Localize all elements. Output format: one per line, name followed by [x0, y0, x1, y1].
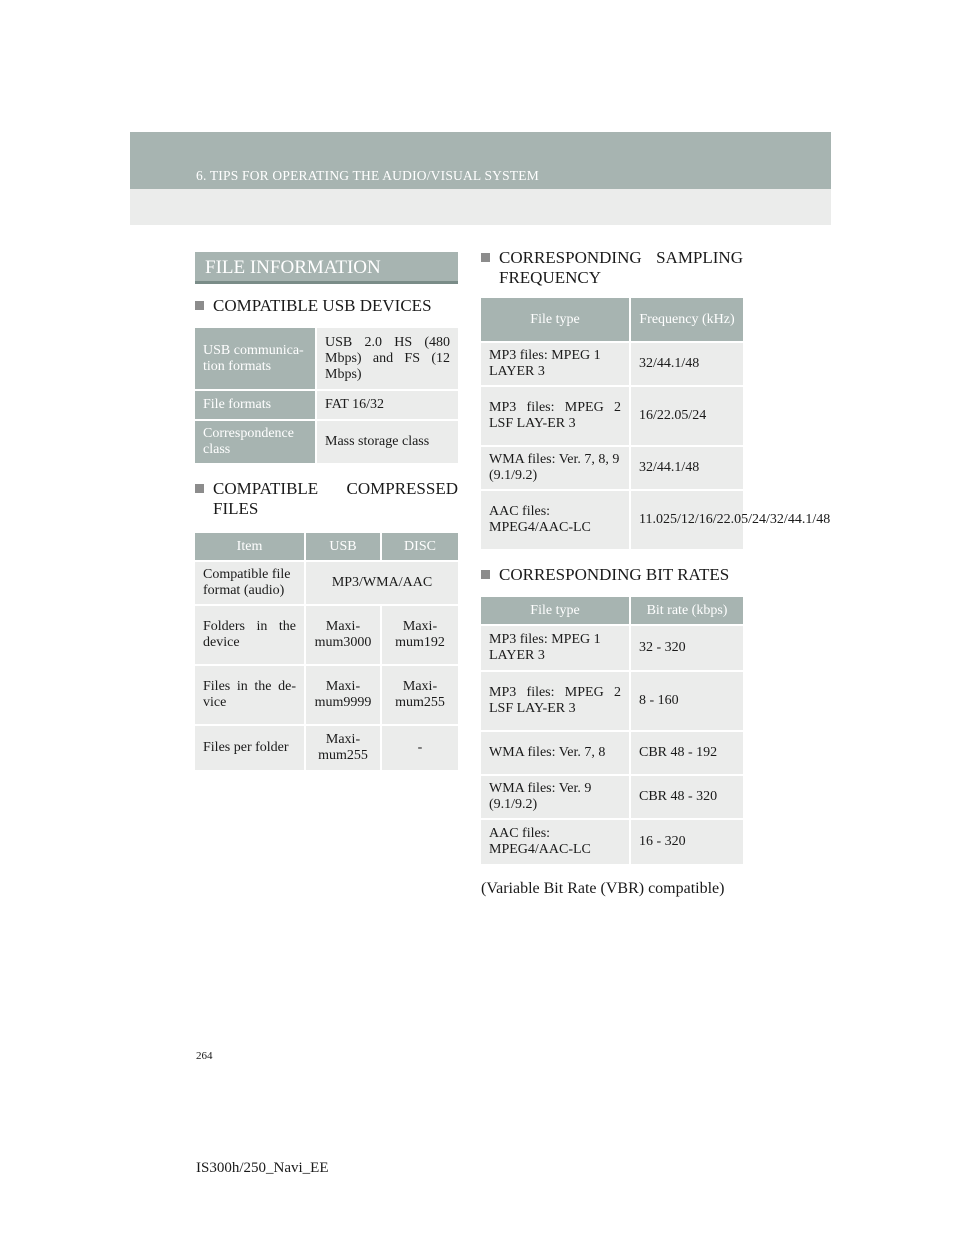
table-header-row: [195, 533, 458, 561]
column-header: Item: [195, 533, 305, 561]
cell-usb: Maxi-mum255: [305, 725, 381, 771]
table-row: [481, 490, 743, 550]
sampling-table: [481, 298, 831, 551]
cell-file-type: MP3 files: MPEG 1 LAYER 3: [481, 342, 630, 386]
table-row: [481, 342, 743, 386]
row-label: File formats: [195, 390, 316, 420]
cell-disc: Maxi-mum255: [381, 665, 458, 725]
table-row: [195, 725, 458, 771]
table-row: [195, 328, 458, 390]
page-number: 264: [196, 1050, 213, 1062]
table-row: [481, 731, 743, 775]
cell-bitrate: CBR 48 - 192: [630, 731, 743, 775]
table-row: [481, 671, 743, 731]
table-row: [481, 625, 743, 671]
bullet-square-icon: [481, 570, 490, 579]
row-label: Correspondence class: [195, 420, 316, 464]
cell-bitrate: 8 - 160: [630, 671, 743, 731]
table-row: [195, 420, 458, 464]
cell-frequency: 32/44.1/48: [630, 446, 743, 490]
cell-usb: Maxi-mum9999: [305, 665, 381, 725]
cell-item: Folders in the device: [195, 605, 305, 665]
table-row: [195, 605, 458, 665]
bullet-square-icon: [481, 253, 490, 262]
left-column: [195, 252, 458, 772]
cell-file-type: MP3 files: MPEG 1 LAYER 3: [481, 625, 630, 671]
table-row: [481, 386, 743, 446]
cell-usb: MP3/WMA/AAC: [305, 561, 458, 605]
bullet-square-icon: [195, 484, 204, 493]
cell-item: Compatible file format (audio): [195, 561, 305, 605]
usb-devices-table: [195, 328, 458, 465]
row-value: FAT 16/32: [316, 390, 458, 420]
bitrates-table: [481, 597, 743, 866]
cell-disc: -: [381, 725, 458, 771]
cell-file-type: AAC files: MPEG4/AAC-LC: [481, 490, 630, 550]
table-header-row: [481, 298, 743, 342]
cell-file-type: WMA files: Ver. 7, 8: [481, 731, 630, 775]
compressed-files-table: [195, 533, 458, 772]
cell-disc: Maxi-mum192: [381, 605, 458, 665]
column-header: DISC: [381, 533, 458, 561]
cell-item: Files per folder: [195, 725, 305, 771]
chapter-title: 6. TIPS FOR OPERATING THE AUDIO/VISUAL SYSTEM: [196, 168, 539, 183]
bullet-square-icon: [195, 301, 204, 310]
cell-file-type: MP3 files: MPEG 2 LSF LAY-ER 3: [481, 671, 630, 731]
cell-item: Files in the de-vice: [195, 665, 305, 725]
usb-devices-heading: COMPATIBLE USB DEVICES: [195, 296, 458, 316]
compressed-files-heading: COMPATIBLE COMPRESSED FILES: [195, 479, 458, 519]
cell-file-type: AAC files: MPEG4/AAC-LC: [481, 819, 630, 865]
row-label: USB communica-tion formats: [195, 328, 316, 390]
table-row: [481, 775, 743, 819]
table-row: [195, 665, 458, 725]
bitrates-heading: CORRESPONDING BIT RATES: [481, 565, 743, 585]
column-header: Bit rate (kbps): [630, 597, 743, 625]
cell-frequency: 16/22.05/24: [630, 386, 743, 446]
column-header: File type: [481, 298, 630, 342]
cell-bitrate: CBR 48 - 320: [630, 775, 743, 819]
table-header-row: [481, 597, 743, 625]
document-footer: IS300h/250_Navi_EE: [196, 1160, 329, 1176]
column-header: Frequency (kHz): [630, 298, 743, 342]
row-value: Mass storage class: [316, 420, 458, 464]
section-title: FILE INFORMATION: [195, 252, 458, 284]
cell-bitrate: 32 - 320: [630, 625, 743, 671]
cell-frequency: 32/44.1/48: [630, 342, 743, 386]
table-row: [481, 819, 743, 865]
table-row: [481, 446, 743, 490]
right-column: [481, 248, 831, 898]
column-header: USB: [305, 533, 381, 561]
row-value: USB 2.0 HS (480 Mbps) and FS (12 Mbps): [316, 328, 458, 390]
cell-file-type: WMA files: Ver. 7, 8, 9 (9.1/9.2): [481, 446, 630, 490]
table-row: [195, 561, 458, 605]
cell-file-type: MP3 files: MPEG 2 LSF LAY-ER 3: [481, 386, 630, 446]
header-subband: [130, 189, 831, 225]
cell-frequency: 11.025/12/16/22.05/24/32/44.1/48: [630, 490, 743, 550]
column-header: File type: [481, 597, 630, 625]
cell-usb: Maxi-mum3000: [305, 605, 381, 665]
sampling-heading: CORRESPONDING SAMPLING FREQUENCY: [481, 248, 743, 288]
cell-file-type: WMA files: Ver. 9 (9.1/9.2): [481, 775, 630, 819]
table-row: [195, 390, 458, 420]
cell-bitrate: 16 - 320: [630, 819, 743, 865]
vbr-note: (Variable Bit Rate (VBR) compatible): [481, 880, 725, 897]
